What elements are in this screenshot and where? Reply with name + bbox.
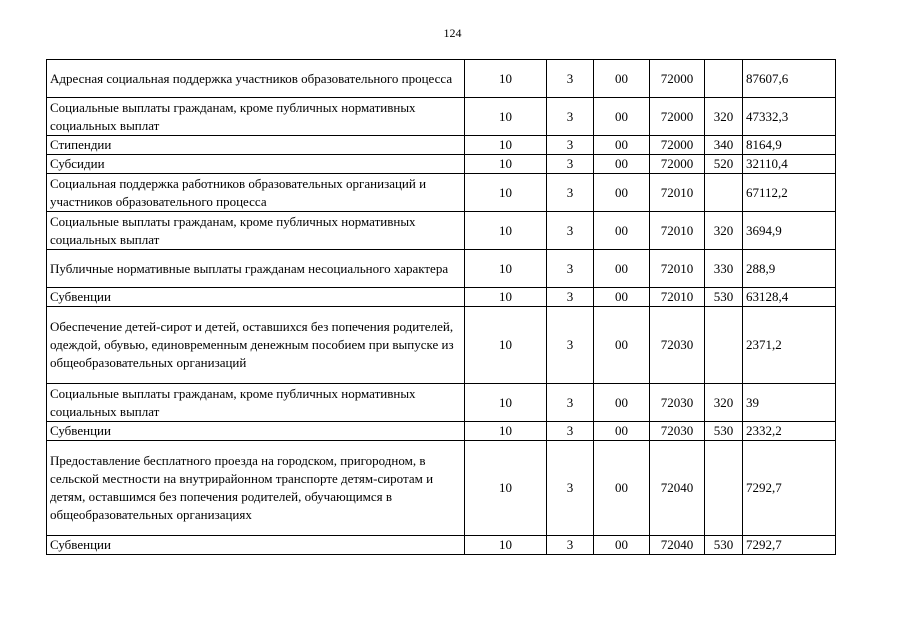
row-subsection-cell: 3 — [547, 422, 594, 441]
row-expense-type-cell — [705, 60, 743, 98]
row-direction-cell: 72010 — [650, 212, 705, 250]
row-subsection-cell: 3 — [547, 307, 594, 384]
row-subsection-cell: 3 — [547, 136, 594, 155]
row-amount-cell: 47332,3 — [743, 98, 836, 136]
row-direction-cell: 72010 — [650, 174, 705, 212]
row-direction-cell: 72000 — [650, 136, 705, 155]
row-program-cell: 00 — [594, 155, 650, 174]
row-subsection-cell: 3 — [547, 174, 594, 212]
row-direction-cell: 72030 — [650, 422, 705, 441]
row-subsection-cell: 3 — [547, 250, 594, 288]
row-program-cell: 00 — [594, 384, 650, 422]
row-expense-type-cell: 340 — [705, 136, 743, 155]
row-program-cell: 00 — [594, 212, 650, 250]
table-row — [47, 422, 836, 441]
table-row — [47, 212, 836, 250]
row-section-cell: 10 — [465, 250, 547, 288]
row-expense-type-cell: 320 — [705, 98, 743, 136]
row-name-cell: Стипендии — [47, 136, 465, 155]
budget-table — [46, 59, 836, 555]
row-name-cell: Социальные выплаты гражданам, кроме публичных нормативных социальных выплат — [47, 212, 465, 250]
row-program-cell: 00 — [594, 98, 650, 136]
row-program-cell: 00 — [594, 307, 650, 384]
table-row — [47, 155, 836, 174]
row-name-cell: Публичные нормативные выплаты гражданам несоциального характера — [47, 250, 465, 288]
table-row — [47, 307, 836, 384]
row-section-cell: 10 — [465, 441, 547, 536]
row-expense-type-cell: 320 — [705, 384, 743, 422]
row-program-cell: 00 — [594, 441, 650, 536]
row-amount-cell: 3694,9 — [743, 212, 836, 250]
row-section-cell: 10 — [465, 536, 547, 555]
row-name-cell: Социальные выплаты гражданам, кроме публичных нормативных социальных выплат — [47, 98, 465, 136]
table-row — [47, 250, 836, 288]
row-name-cell: Социальная поддержка работников образовательных организаций и участников образовательного процесса — [47, 174, 465, 212]
row-expense-type-cell — [705, 307, 743, 384]
row-name-cell: Адресная социальная поддержка участников образовательного процесса — [47, 60, 465, 98]
row-program-cell: 00 — [594, 288, 650, 307]
row-section-cell: 10 — [465, 307, 547, 384]
row-expense-type-cell: 530 — [705, 422, 743, 441]
row-section-cell: 10 — [465, 136, 547, 155]
table-row — [47, 288, 836, 307]
row-direction-cell: 72010 — [650, 288, 705, 307]
table-row — [47, 174, 836, 212]
row-amount-cell: 2371,2 — [743, 307, 836, 384]
row-section-cell: 10 — [465, 384, 547, 422]
row-amount-cell: 67112,2 — [743, 174, 836, 212]
row-program-cell: 00 — [594, 60, 650, 98]
row-section-cell: 10 — [465, 155, 547, 174]
row-program-cell: 00 — [594, 136, 650, 155]
row-expense-type-cell: 530 — [705, 536, 743, 555]
row-expense-type-cell: 330 — [705, 250, 743, 288]
row-section-cell: 10 — [465, 422, 547, 441]
row-direction-cell: 72030 — [650, 384, 705, 422]
row-direction-cell: 72040 — [650, 441, 705, 536]
row-direction-cell: 72000 — [650, 155, 705, 174]
table-row — [47, 136, 836, 155]
row-program-cell: 00 — [594, 422, 650, 441]
row-expense-type-cell — [705, 174, 743, 212]
row-amount-cell: 87607,6 — [743, 60, 836, 98]
row-direction-cell: 72030 — [650, 307, 705, 384]
row-section-cell: 10 — [465, 60, 547, 98]
row-amount-cell: 8164,9 — [743, 136, 836, 155]
table-row — [47, 536, 836, 555]
row-direction-cell: 72010 — [650, 250, 705, 288]
row-subsection-cell: 3 — [547, 212, 594, 250]
row-name-cell: Социальные выплаты гражданам, кроме публичных нормативных социальных выплат — [47, 384, 465, 422]
row-direction-cell: 72000 — [650, 98, 705, 136]
row-section-cell: 10 — [465, 174, 547, 212]
page-number: 124 — [443, 26, 462, 40]
row-amount-cell: 39 — [743, 384, 836, 422]
row-amount-cell: 32110,4 — [743, 155, 836, 174]
row-name-cell: Субвенции — [47, 288, 465, 307]
row-section-cell: 10 — [465, 288, 547, 307]
row-name-cell: Предоставление бесплатного проезда на городском, пригородном, в сельской местности на внутрирайонном транспорте детям-сиротам и детям, оставшимся без попечения родителей, обучающимся в общеобразовательных организациях — [47, 441, 465, 536]
table-row — [47, 384, 836, 422]
row-section-cell: 10 — [465, 212, 547, 250]
row-amount-cell: 7292,7 — [743, 536, 836, 555]
row-name-cell: Субвенции — [47, 422, 465, 441]
row-expense-type-cell — [705, 441, 743, 536]
row-amount-cell: 2332,2 — [743, 422, 836, 441]
row-program-cell: 00 — [594, 250, 650, 288]
table-row — [47, 98, 836, 136]
row-subsection-cell: 3 — [547, 98, 594, 136]
row-amount-cell: 7292,7 — [743, 441, 836, 536]
row-subsection-cell: 3 — [547, 288, 594, 307]
row-subsection-cell: 3 — [547, 155, 594, 174]
row-expense-type-cell: 530 — [705, 288, 743, 307]
row-subsection-cell: 3 — [547, 60, 594, 98]
row-program-cell: 00 — [594, 174, 650, 212]
table-row — [47, 441, 836, 536]
row-subsection-cell: 3 — [547, 536, 594, 555]
row-expense-type-cell: 520 — [705, 155, 743, 174]
table-body — [47, 60, 836, 555]
row-direction-cell: 72000 — [650, 60, 705, 98]
row-subsection-cell: 3 — [547, 441, 594, 536]
table-row — [47, 60, 836, 98]
row-program-cell: 00 — [594, 536, 650, 555]
row-subsection-cell: 3 — [547, 384, 594, 422]
row-direction-cell: 72040 — [650, 536, 705, 555]
row-name-cell: Субвенции — [47, 536, 465, 555]
row-amount-cell: 63128,4 — [743, 288, 836, 307]
row-name-cell: Субсидии — [47, 155, 465, 174]
row-section-cell: 10 — [465, 98, 547, 136]
row-expense-type-cell: 320 — [705, 212, 743, 250]
row-name-cell: Обеспечение детей-сирот и детей, оставшихся без попечения родителей, одеждой, обувью, единовременным денежным пособием при выпуске из общеобразовательных организаций — [47, 307, 465, 384]
row-amount-cell: 288,9 — [743, 250, 836, 288]
